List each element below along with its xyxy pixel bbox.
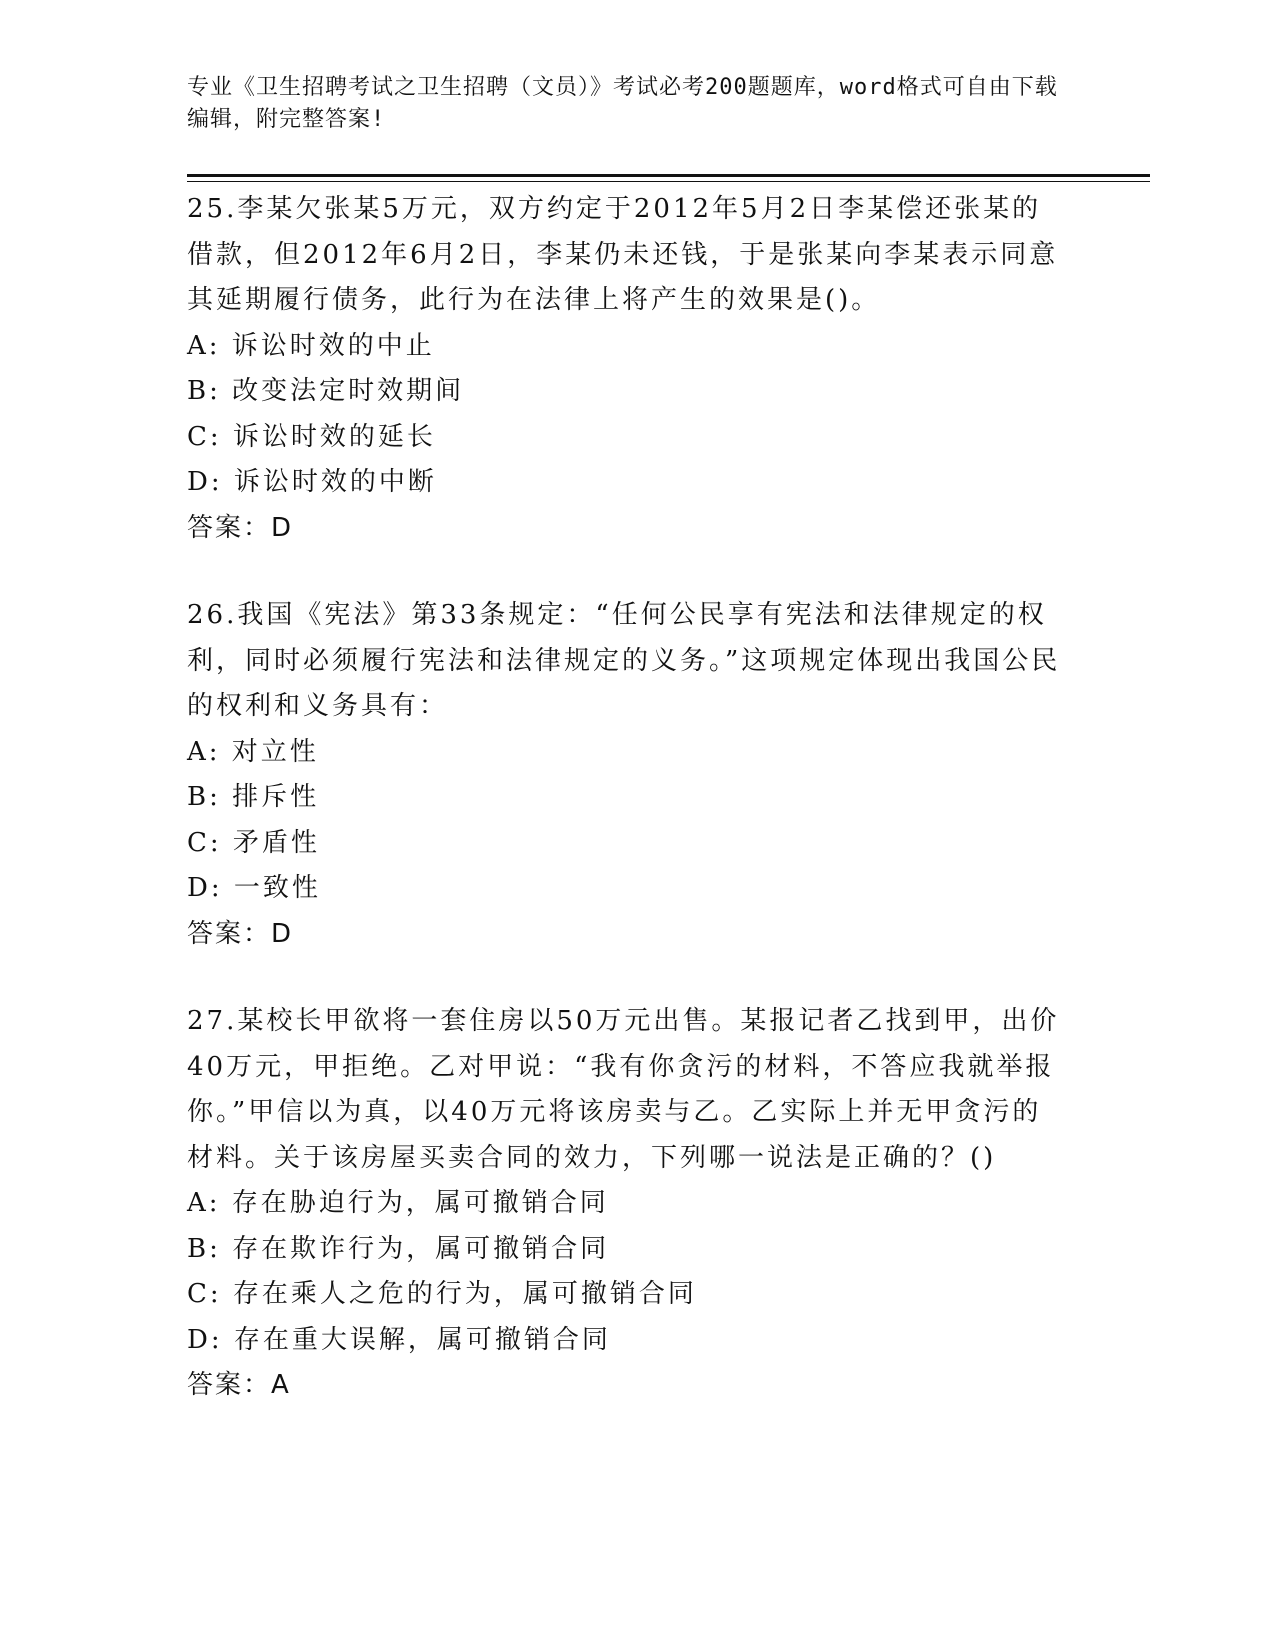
option-d: D: 存在重大误解，属可撤销合同 xyxy=(187,1324,611,1355)
option-c: C: 矛盾性 xyxy=(187,827,320,858)
question-27 xyxy=(187,999,1087,1409)
option-d: D: 诉讼时效的中断 xyxy=(187,467,437,497)
question-stem: 26.我国《宪法》第33条规定：“任何公民享有宪法和法律规定的权利，同时必须履行宪法和法律规定的义务。”这项规定体现出我国公民的权利和义务具有： xyxy=(187,600,1061,721)
question-stem: 27.某校长甲欲将一套住房以50万元出售。某报记者乙找到甲，出价40万元，甲拒绝。乙对甲说：“我有你贪污的材料，不答应我就举报你。”甲信以为真，以40万元将该房卖与乙。乙实际上并无甲贪污的材料。关于该房屋买卖合同的效力，下列哪一说法是正确的？() xyxy=(187,1006,1060,1173)
option-b: B: 存在欺诈行为，属可撤销合同 xyxy=(187,1233,610,1264)
option-c: C: 存在乘人之危的行为，属可撤销合同 xyxy=(187,1279,697,1309)
question-stem: 25.李某欠张某5万元，双方约定于2012年5月2日李某偿还张某的借款，但2012年6月2日，李某仍未还钱，于是张某向李某表示同意其延期履行债务，此行为在法律上将产生的效果是()。 xyxy=(187,194,1059,315)
question-25 xyxy=(187,187,1087,551)
option-a: A: 存在胁迫行为，属可撤销合同 xyxy=(187,1188,609,1218)
answer-line: 答案：D xyxy=(187,512,294,543)
option-a: A: 诉讼时效的中止 xyxy=(187,330,435,361)
question-26 xyxy=(187,593,1087,957)
option-b: B: 排斥性 xyxy=(187,782,320,812)
document-header: 专业《卫生招聘考试之卫生招聘（文员）》考试必考200题题库，word格式可自由下载编辑，附完整答案! xyxy=(187,75,1058,132)
header-divider-thin xyxy=(187,181,1150,182)
option-b: B: 改变法定时效期间 xyxy=(187,376,465,406)
header-divider-thick xyxy=(187,174,1150,177)
option-a: A: 对立性 xyxy=(187,736,319,767)
option-d: D: 一致性 xyxy=(187,873,321,903)
answer-line: 答案：A xyxy=(187,1370,291,1400)
answer-line: 答案：D xyxy=(187,918,294,949)
option-c: C: 诉讼时效的延长 xyxy=(187,421,436,452)
